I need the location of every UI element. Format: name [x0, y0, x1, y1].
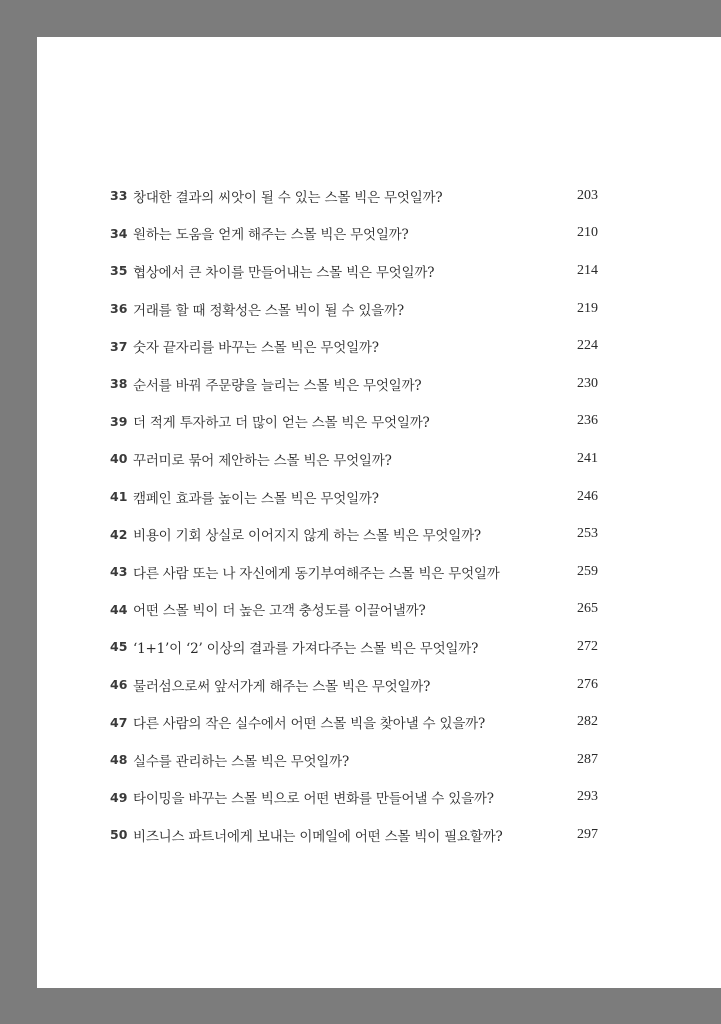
entry-title: 거래를 할 때 정확성은 스몰 빅이 될 수 있을까?	[133, 302, 404, 319]
toc-entry	[110, 252, 598, 290]
entry-title: 숫자 끝자리를 바꾸는 스몰 빅은 무엇일까?	[133, 340, 379, 357]
entry-page-number: 224	[577, 338, 598, 354]
entry-number: 43	[110, 564, 128, 580]
toc-entry	[110, 478, 598, 516]
entry-page-number: 293	[577, 789, 598, 805]
toc-entry	[110, 779, 598, 817]
toc-entry	[110, 515, 598, 553]
entry-page-number: 219	[577, 300, 598, 316]
entry-number: 36	[110, 301, 128, 317]
entry-page-number: 297	[577, 826, 598, 842]
entry-number: 39	[110, 413, 128, 429]
entry-number: 34	[110, 225, 128, 241]
entry-page-number: 253	[577, 526, 598, 542]
entry-title: 순서를 바꿔 주문량을 늘리는 스몰 빅은 무엇일까?	[133, 377, 422, 394]
toc-entry	[110, 816, 598, 854]
toc-entry	[110, 703, 598, 741]
entry-number: 50	[110, 827, 128, 843]
toc-entry	[110, 628, 598, 666]
entry-number: 47	[110, 714, 128, 730]
toc-entry	[110, 365, 598, 403]
entry-number: 42	[110, 526, 128, 542]
toc-entry	[110, 741, 598, 779]
entry-page-number: 287	[577, 751, 598, 767]
entry-title: ‘1+1’이 ‘2’ 이상의 결과를 가져다주는 스몰 빅은 무엇일까?	[133, 640, 479, 657]
entry-number: 45	[110, 639, 128, 655]
entry-number: 33	[110, 188, 128, 204]
entry-page-number: 272	[577, 638, 598, 654]
entry-title: 캠페인 효과를 높이는 스몰 빅은 무엇일까?	[133, 490, 379, 507]
entry-number: 48	[110, 752, 128, 768]
entry-title: 더 적게 투자하고 더 많이 얻는 스몰 빅은 무엇일까?	[133, 415, 430, 432]
entry-title: 비용이 기회 상실로 이어지지 않게 하는 스몰 빅은 무엇일까?	[133, 528, 481, 545]
entry-page-number: 203	[577, 187, 598, 203]
toc-entry	[110, 215, 598, 253]
toc-entry	[110, 553, 598, 591]
entry-title: 다른 사람의 작은 실수에서 어떤 스몰 빅을 찾아낼 수 있을까?	[133, 716, 486, 733]
entry-number: 41	[110, 489, 128, 505]
toc-entry	[110, 290, 598, 328]
entry-number: 37	[110, 338, 128, 354]
entry-page-number: 236	[577, 413, 598, 429]
entry-number: 46	[110, 677, 128, 693]
toc-entry	[110, 177, 598, 215]
entry-title: 물러섬으로써 앞서가게 해주는 스몰 빅은 무엇일까?	[133, 678, 431, 695]
entry-title: 다른 사람 또는 나 자신에게 동기부여해주는 스몰 빅은 무엇일까	[133, 565, 500, 582]
toc-entry	[110, 440, 598, 478]
toc-entry	[110, 403, 598, 441]
entry-number: 44	[110, 601, 128, 617]
entry-title: 어떤 스몰 빅이 더 높은 고객 충성도를 이끌어낼까?	[133, 603, 426, 620]
entry-page-number: 265	[577, 601, 598, 617]
table-of-contents	[110, 177, 598, 854]
entry-page-number: 210	[577, 225, 598, 241]
entry-title: 비즈니스 파트너에게 보내는 이메일에 어떤 스몰 빅이 필요할까?	[133, 828, 503, 845]
entry-title: 협상에서 큰 차이를 만들어내는 스몰 빅은 무엇일까?	[133, 264, 435, 281]
toc-entry	[110, 327, 598, 365]
entry-page-number: 276	[577, 676, 598, 692]
entry-page-number: 230	[577, 375, 598, 391]
entry-page-number: 241	[577, 450, 598, 466]
entry-page-number: 259	[577, 563, 598, 579]
entry-number: 35	[110, 263, 128, 279]
entry-number: 40	[110, 451, 128, 467]
entry-page-number: 282	[577, 714, 598, 730]
toc-entry	[110, 666, 598, 704]
entry-title: 꾸러미로 묶어 제안하는 스몰 빅은 무엇일까?	[133, 452, 392, 469]
entry-title: 원하는 도움을 얻게 해주는 스몰 빅은 무엇일까?	[133, 227, 409, 244]
entry-title: 실수를 관리하는 스몰 빅은 무엇일까?	[133, 753, 350, 770]
entry-page-number: 246	[577, 488, 598, 504]
entry-number: 38	[110, 376, 128, 392]
document-page	[37, 37, 721, 988]
entry-title: 타이밍을 바꾸는 스몰 빅으로 어떤 변화를 만들어낼 수 있을까?	[133, 791, 494, 808]
entry-number: 49	[110, 789, 128, 805]
entry-title: 창대한 결과의 씨앗이 될 수 있는 스몰 빅은 무엇일까?	[133, 189, 443, 206]
toc-entry	[110, 591, 598, 629]
entry-page-number: 214	[577, 262, 598, 278]
